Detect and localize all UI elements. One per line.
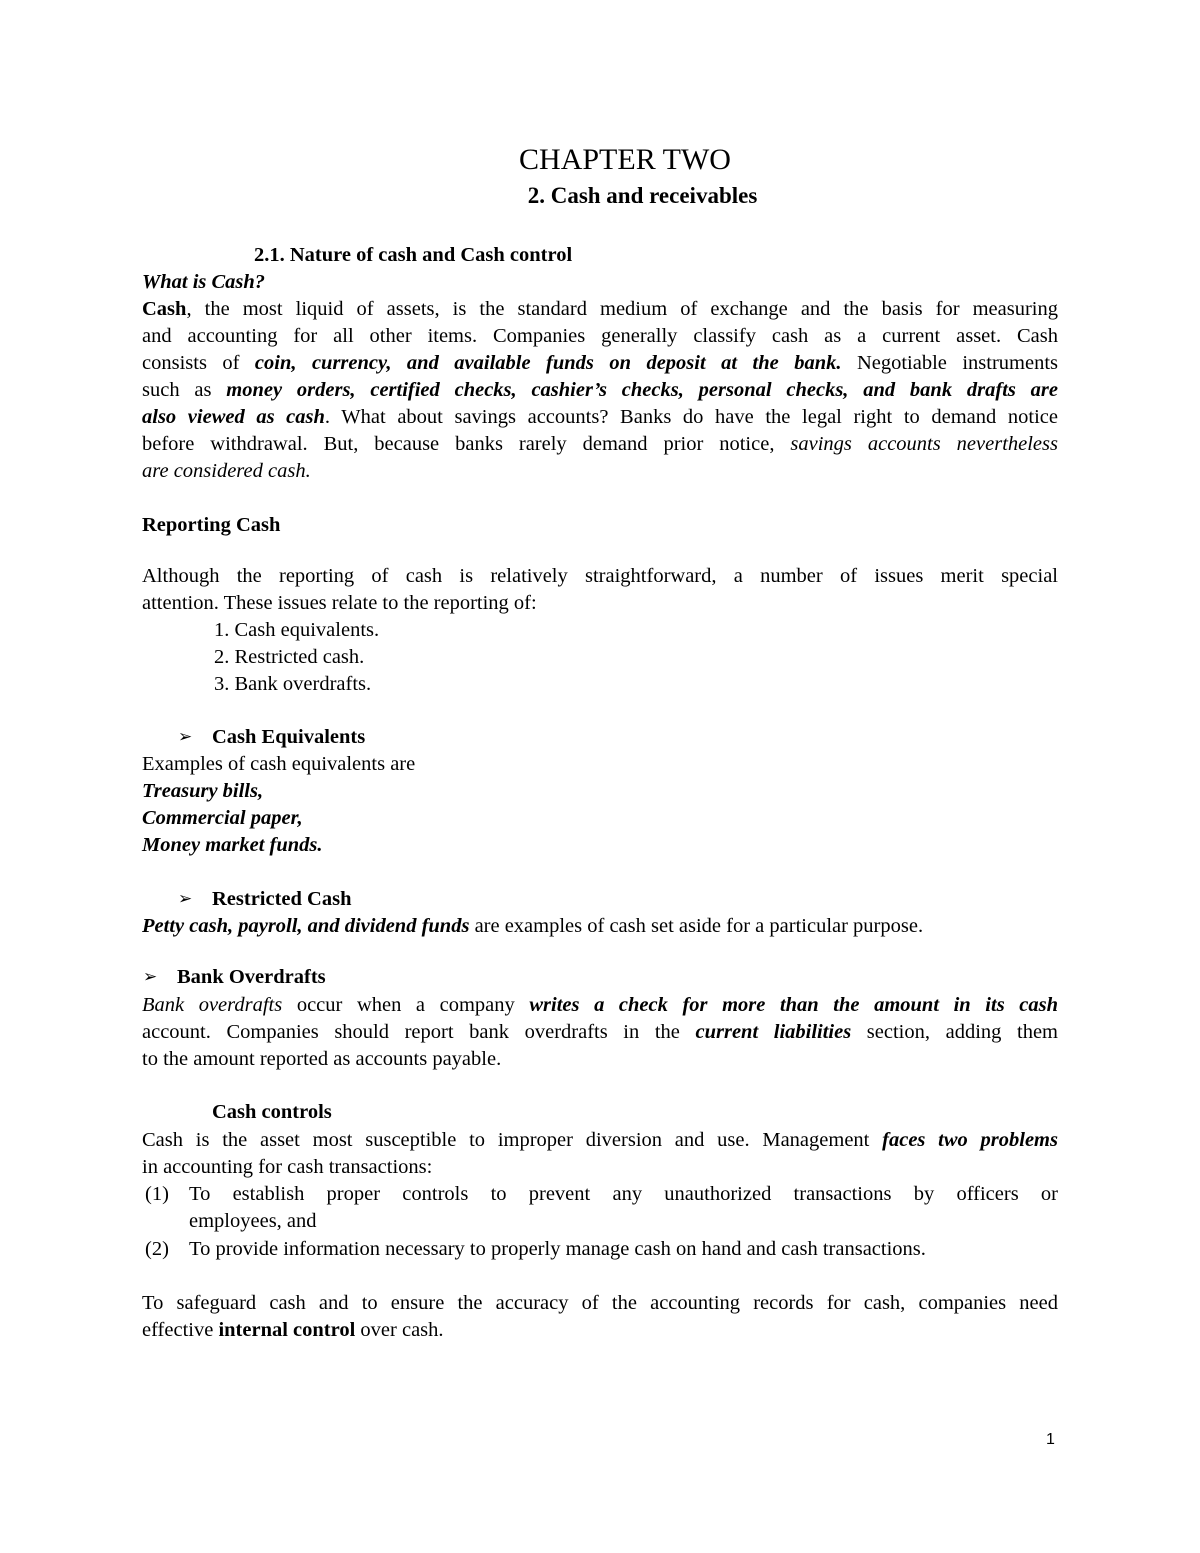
emphasis-text: money orders, certified checks, cashier’s checks, personal checks, and bank drafts are	[226, 379, 1059, 401]
text-run: Cash is the asset most susceptible to improper diversion and use. Management	[142, 1129, 883, 1151]
chapter-subtitle: 2. Cash and receivables	[527, 183, 758, 208]
text-run: . What about savings accounts? Banks do have the legal right to demand notice	[324, 406, 1058, 428]
emphasis-text: writes a check for more than the amount in its cash	[529, 994, 1058, 1016]
text-run: occur when a company	[282, 994, 530, 1016]
paragraph-line: To safeguard cash and to ensure the accuracy of the accounting records for cash, companies need	[142, 1292, 1058, 1314]
bank-overdrafts-heading: Bank Overdrafts	[177, 966, 326, 988]
paragraph-line	[142, 1019, 1058, 1046]
paragraph-line: Examples of cash equivalents are	[142, 753, 416, 775]
text-run: such as	[142, 379, 227, 401]
emphasis-text: internal control	[218, 1319, 356, 1341]
arrow-bullet-icon: ➢	[178, 727, 193, 747]
emphasis-text: Petty cash, payroll, and dividend funds	[142, 915, 470, 937]
text-run: account. Companies should report bank overdrafts in the	[142, 1021, 696, 1043]
text-run: effective	[142, 1319, 219, 1341]
text-run: consists of	[142, 352, 255, 374]
list-item-text: To establish proper controls to prevent any unauthorized transactions by officers or	[189, 1183, 1058, 1205]
page-number: 1	[1046, 1431, 1055, 1448]
reporting-cash-heading: Reporting Cash	[142, 514, 281, 536]
text-run: Negotiable instruments	[841, 352, 1059, 374]
paragraph-line	[142, 431, 1058, 458]
cash-equivalents-heading: Cash Equivalents	[212, 726, 366, 748]
paragraph-line: to the amount reported as accounts payable.	[142, 1048, 502, 1070]
paragraph-line: in accounting for cash transactions:	[142, 1156, 433, 1178]
arrow-bullet-icon: ➢	[178, 889, 193, 909]
emphasis-text: current liabilities	[695, 1021, 852, 1043]
paragraph-line	[142, 992, 1058, 1019]
text-run: section, adding them	[851, 1021, 1058, 1043]
chapter-title: CHAPTER TWO	[519, 143, 731, 176]
paragraph-line: attention. These issues relate to the reporting of:	[142, 592, 537, 614]
emphasis-text: Bank overdrafts	[142, 994, 283, 1016]
cash-controls-heading: Cash controls	[212, 1101, 332, 1123]
what-is-cash-question: What is Cash?	[142, 271, 266, 293]
list-item: 1. Cash equivalents.	[214, 619, 380, 641]
text-run: , the most liquid of assets, is the standard medium of exchange and the basis for measuring	[186, 298, 1058, 320]
paragraph-line	[142, 377, 1058, 404]
list-number: (2)	[145, 1238, 169, 1260]
emphasis-text: coin, currency, and available funds on deposit at the bank.	[254, 352, 842, 374]
cash-term: Cash	[142, 298, 187, 320]
paragraph-line	[142, 350, 1058, 377]
list-item-text: To provide information necessary to properly manage cash on hand and cash transactions.	[189, 1238, 926, 1260]
paragraph-line	[142, 1127, 1058, 1154]
text-run: over cash.	[355, 1319, 444, 1341]
list-item-text: employees, and	[189, 1210, 317, 1232]
paragraph-line: Although the reporting of cash is relatively straightforward, a number of issues merit special	[142, 565, 1058, 587]
emphasis-text: also viewed as cash	[142, 406, 325, 428]
example-item: Commercial paper,	[142, 807, 303, 829]
emphasis-text: savings accounts nevertheless	[790, 433, 1058, 455]
section-heading-nature-of-cash: 2.1. Nature of cash and Cash control	[254, 244, 573, 266]
text-run: are examples of cash set aside for a particular purpose.	[469, 915, 924, 937]
list-item: 2. Restricted cash.	[214, 646, 365, 668]
paragraph-line	[142, 296, 1058, 323]
paragraph-line	[142, 1317, 444, 1344]
paragraph-line	[142, 404, 1058, 431]
paragraph-line: and accounting for all other items. Companies generally classify cash as a current asset. Cash	[142, 325, 1058, 347]
list-item: 3. Bank overdrafts.	[214, 673, 372, 695]
text-run: before withdrawal. But, because banks rarely demand prior notice,	[142, 433, 791, 455]
emphasis-text: faces two problems	[882, 1129, 1058, 1151]
restricted-cash-heading: Restricted Cash	[212, 888, 352, 910]
example-item: Money market funds.	[142, 834, 323, 856]
list-number: (1)	[145, 1183, 169, 1205]
example-item: Treasury bills,	[142, 780, 264, 802]
arrow-bullet-icon: ➢	[143, 967, 158, 987]
paragraph-line	[142, 913, 923, 940]
paragraph-line: are considered cash.	[142, 460, 311, 482]
